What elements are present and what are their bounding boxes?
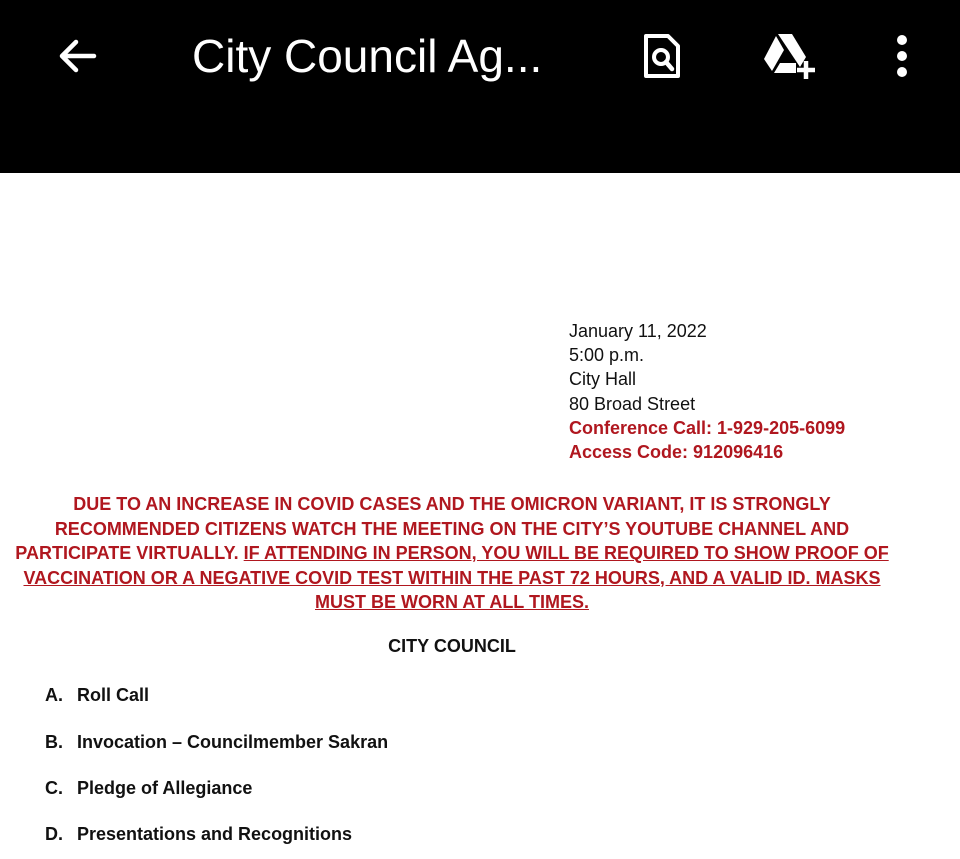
agenda-item xyxy=(45,778,252,799)
document-search-icon xyxy=(638,32,686,80)
agenda-item-text: Presentations and Recognitions xyxy=(77,824,353,844)
agenda-item-text: Invocation – Councilmember Sakran xyxy=(77,732,389,752)
meeting-place: City Hall xyxy=(569,369,637,390)
meeting-details xyxy=(569,319,845,464)
agenda-item-text: Roll Call xyxy=(77,685,150,705)
agenda-item-letter: C. xyxy=(45,778,63,798)
document-page xyxy=(0,173,960,859)
covid-notice-text: DUE TO AN INCREASE IN COVID CASES AND THE OMICRON VARIANT, IT IS STRONGLY RECOMMENDED CITIZENS WATCH THE MEETING ON THE CITY’S YOUTUBE CHANNEL AND PARTICIPATE VIRTUALLY. xyxy=(15,494,850,563)
agenda-item-letter: A. xyxy=(45,685,63,705)
agenda-item xyxy=(45,685,149,706)
app-bar xyxy=(0,0,960,173)
agenda-item-letter: D. xyxy=(45,824,63,844)
covid-notice xyxy=(8,492,896,615)
meeting-address: 80 Broad Street xyxy=(569,393,696,414)
agenda-item xyxy=(45,732,388,753)
covid-requirements: IF ATTENDING IN PERSON, YOU WILL BE REQUIRED TO SHOW PROOF OF VACCINATION OR A NEGATIVE COVID TEST WITHIN THE PAST 72 HOURS, AND A VALID ID. MASKS MUST BE WORN AT ALL TIMES. xyxy=(23,543,889,612)
meeting-date: January 11, 2022 xyxy=(569,321,707,341)
add-to-drive-button[interactable] xyxy=(760,28,816,84)
document-title: City Council Ag... xyxy=(192,30,543,82)
conference-call: Conference Call: 1-929-205-6099 xyxy=(569,417,846,438)
agenda-item-text: Pledge of Allegiance xyxy=(77,778,253,798)
find-in-document-button[interactable] xyxy=(634,28,690,84)
more-options-button[interactable] xyxy=(874,28,930,84)
arrow-back-icon xyxy=(52,32,100,80)
back-button[interactable] xyxy=(48,28,104,84)
add-to-drive-icon xyxy=(760,31,816,81)
agenda-item xyxy=(45,824,352,845)
more-vert-icon xyxy=(892,32,912,80)
agenda-item-letter: B. xyxy=(45,732,63,752)
section-title: CITY COUNCIL xyxy=(388,636,516,656)
meeting-time: 5:00 p.m. xyxy=(569,345,645,366)
access-code: Access Code: 912096416 xyxy=(569,442,784,463)
